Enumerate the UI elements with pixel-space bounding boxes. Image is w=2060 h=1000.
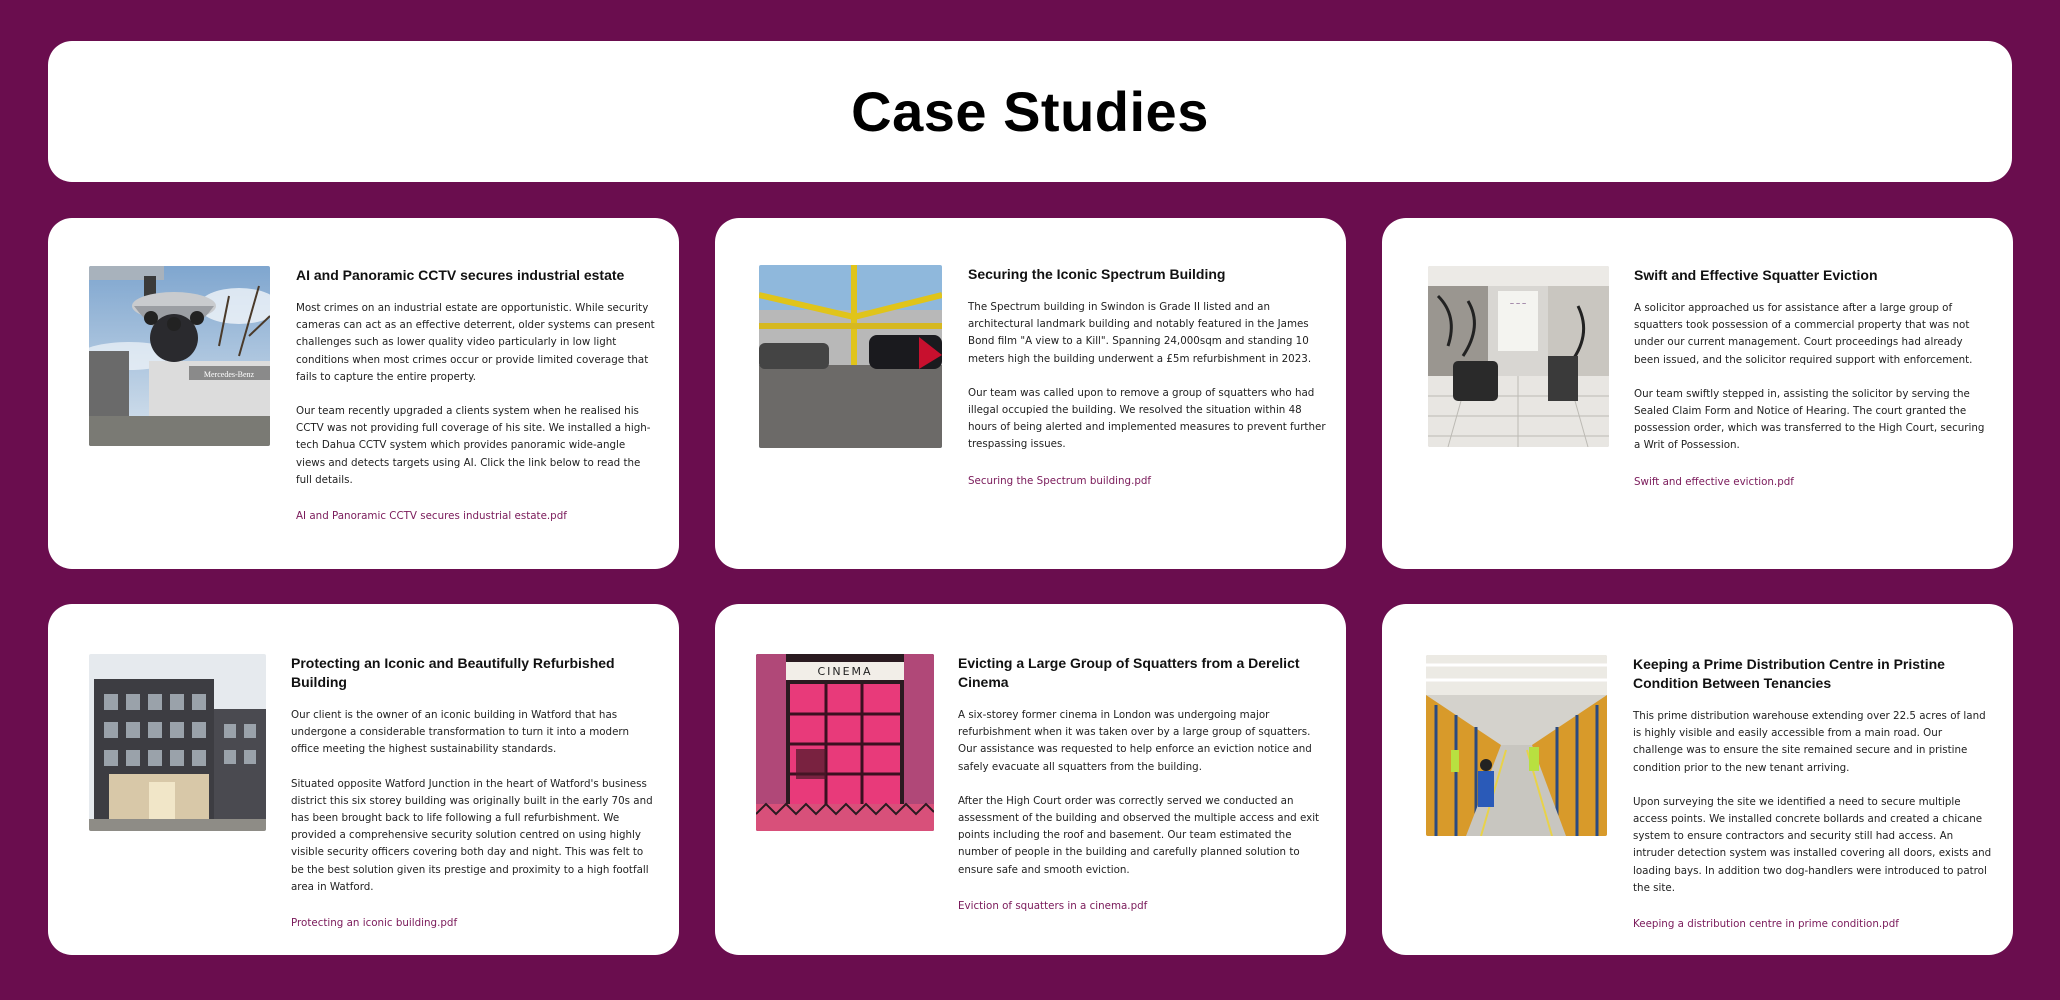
cinema-sign-text: CINEMA <box>817 665 873 678</box>
cinema-photo <box>756 654 934 831</box>
card-title: Swift and Effective Squatter Eviction <box>1634 267 1878 283</box>
card-paragraph: The Spectrum building in Swindon is Grade II listed and an architectural landmark building and notably featured in the James Bond film "A view to a Kill". Spanning 24,000sqm and standing 10 meters high the building underwent a £5m refurbishment in 2023. <box>968 301 1312 365</box>
card-pdf-link[interactable]: Eviction of squatters in a cinema.pdf <box>958 899 1148 912</box>
card-title: Securing the Iconic Spectrum Building <box>968 266 1226 282</box>
card-pdf-link[interactable]: Keeping a distribution centre in prime condition.pdf <box>1633 918 1899 931</box>
card-pdf-link[interactable]: Protecting an iconic building.pdf <box>291 917 458 930</box>
card-pdf-link[interactable]: Securing the Spectrum building.pdf <box>968 474 1152 487</box>
card-paragraph: After the High Court order was correctly served we conducted an assessment of the building and observed the multiple access and exit points including the roof and basement. Our team estimated the number of people in the building and carefully planned solution to ensure safe and smooth eviction. <box>958 794 1320 876</box>
mercedes-sign-text: Mercedes-Benz <box>203 370 255 379</box>
card-pdf-link[interactable]: AI and Panoramic CCTV secures industrial estate.pdf <box>296 510 567 523</box>
card-paragraph: A six-storey former cinema in London was undergoing major refurbishment when it was taken over by a large group of squatters. Our assistance was requested to help enforce an eviction notice and safely evacuate all squatters from the building. <box>958 709 1312 773</box>
card-paragraph: Situated opposite Watford Junction in the heart of Watford's business district this six storey building was originally built in the early 70s and has been brought back to life following a full refurbishment. We provided a comprehensive security solution centred on using highly visible security officers covering both day and night. This was felt to be the best solution given its prestige and proximity to a high footfall area in Watford. <box>291 777 653 893</box>
card-paragraph: Most crimes on an industrial estate are opportunistic. While security cameras can act as an effective deterrent, older systems can present challenges such as lower quality video particularly in low light conditions when most crimes occur or provide limited coverage that fails to capture the entire property. <box>296 302 655 383</box>
case-study-card-spectrum <box>715 218 1346 569</box>
card-pdf-link[interactable]: Swift and effective eviction.pdf <box>1634 475 1794 488</box>
card-title: Keeping a Prime Distribution Centre in Pristine Condition Between Tenancies <box>1633 656 1945 691</box>
card-title: Evicting a Large Group of Squatters from a Derelict Cinema <box>958 655 1300 690</box>
card-paragraph: A solicitor approached us for assistance after a large group of squatters took possession of a commercial property that was not under our current management. Court proceedings had already been issued, and the solicitor required support with enforcement. <box>1634 302 1973 366</box>
case-study-card-watford <box>48 604 679 955</box>
squatter-interior-photo <box>1428 266 1609 447</box>
warehouse-photo <box>1426 655 1607 836</box>
card-paragraph: Our team recently upgraded a clients system when he realised his CCTV was not providing full coverage of his site. We installed a high-tech Dahua CCTV system which provides panoramic wide-angle views and detects targets using AI. Click the link below to read the full details. <box>296 405 651 486</box>
card-paragraph: This prime distribution warehouse extending over 22.5 acres of land is highly visible and easily accessible from a main road. Our challenge was to ensure the site remained secure and in pristine condition prior to the new tenant arriving. <box>1633 710 1986 774</box>
card-paragraph: Our team was called upon to remove a group of squatters who had illegal occupied the building. We resolved the situation within 48 hours of being alerted and implemented measures to prevent further trespassing issues. <box>968 386 1326 451</box>
card-paragraph: Our team swiftly stepped in, assisting the solicitor by serving the Sealed Claim Form and Notice of Hearing. The court granted the possession order, which was transferred to the High Court, securing a Writ of Possession. <box>1634 387 1985 452</box>
case-study-card-cctv <box>48 218 679 569</box>
cctv-camera-photo <box>89 266 270 446</box>
card-title: Protecting an Iconic and Beautifully Refurbished Building <box>291 655 615 690</box>
card-paragraph: Our client is the owner of an iconic building in Watford that has undergone a considerable transformation to turn it into a modern office meeting the highest sustainability standards. <box>291 709 630 756</box>
case-study-card-distribution <box>1382 604 2013 955</box>
watford-building-photo <box>89 654 266 831</box>
case-study-card-eviction <box>1382 218 2013 569</box>
card-title: AI and Panoramic CCTV secures industrial estate <box>296 267 625 283</box>
svg-text:~ ~ ~: ~ ~ ~ <box>1509 301 1527 308</box>
page-title: Case Studies <box>851 80 1209 143</box>
header-card <box>48 41 2012 182</box>
case-study-card-cinema <box>715 604 1346 955</box>
spectrum-building-photo <box>759 265 942 448</box>
card-paragraph: Upon surveying the site we identified a need to secure multiple access points. We installed concrete bollards and created a chicane system to ensure contractors and security still had access. An intruder detection system was installed covering all doors, exists and loading bays. In addition two dog-handlers were introduced to patrol the site. <box>1633 795 1992 894</box>
